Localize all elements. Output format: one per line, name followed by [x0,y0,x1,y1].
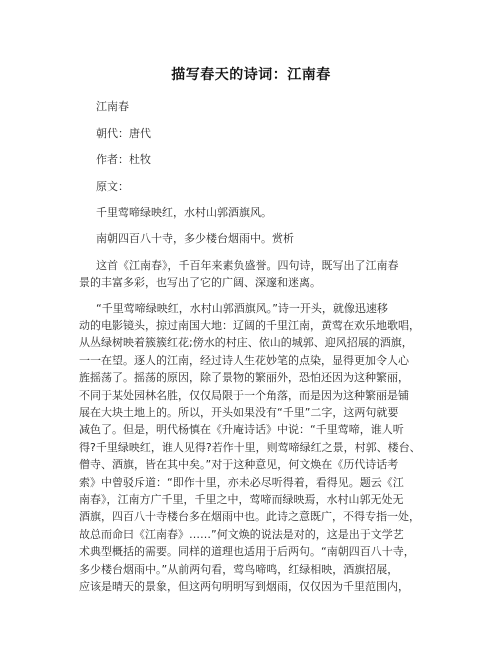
text-line: 千里莺啼绿映红，水村山郭酒旗风。 [96,206,272,219]
text-line: 旌摇荡了。摇荡的原因，除了景物的繁丽外，恐怕还因为这种繁丽， [79,371,409,384]
text-line: 这首《江南春》，千百年来素负盛誉。四句诗，既写出了江南春 [96,259,399,272]
text-line: 僧寺、酒旗，皆在其中矣。”对于这种意见，何文焕在《历代诗话考 [79,458,399,471]
text-line: 减色了。但是，明代杨慎在《升庵诗话》中说：“千里莺啼，谁人听 [79,423,404,436]
text-line: 索》中曾驳斥道：“即作十里，亦未必尽听得着，看得见。题云《江 [79,476,404,489]
text-line: 朝代：唐代 [96,127,151,140]
text-line: “千里莺啼绿映红，水村山郭酒旗风。”诗一开头，就像迅速移 [96,302,388,315]
text-line: 南朝四百八十寺，多少楼台烟雨中。赏析 [96,232,294,245]
text-line: 一一在望。逐人的江南，经过诗人生花妙笔的点染，显得更加令人心 [79,354,409,367]
text-line: 景的丰富多彩，也写出了它的广阔、深邃和迷离。 [79,276,321,289]
page-title: 描写春天的诗词：江南春 [171,67,331,83]
text-line: 得?千里绿映红，谁人见得?若作十里，则莺啼绿红之景，村郭、楼台、 [79,441,421,454]
text-line: 展在大块土地上的。所以，开头如果没有“千里”二字，这两句就要 [79,406,399,419]
text-line: 作者：杜牧 [96,153,151,166]
text-line: 酒旗，四百八十寺楼台多在烟雨中也。此诗之意既广，不得专指一处， [79,510,420,523]
text-line: 原文： [96,180,129,193]
text-line: 多少楼台烟雨中。”从前两句看，莺鸟啼鸣，红绿相映，酒旗招展， [79,563,399,576]
text-line: 术典型概括的需要。同样的道理也适用于后两句。“南朝四百八十寺， [79,545,415,558]
text-line: 南春》，江南方广千里，千里之中，莺啼而绿映焉，水村山郭无处无 [79,493,404,506]
text-line: 从丛绿树映着簇簇红花;傍水的村庄、依山的城郭、迎风招展的酒旗， [79,336,413,349]
text-line: 动的电影镜头，掠过南国大地：辽阔的千里江南，黄莺在欢乐地歌唱， [79,319,420,332]
text-line: 不同于某处园林名胜，仅仅局限于一个角落，而是因为这种繁丽是铺 [79,389,409,402]
text-line: 江南春 [96,100,129,113]
text-line: 故总而命曰《江南春》……”何文焕的说法是对的，这是出于文学艺 [79,528,404,541]
text-line: 应该是晴天的景象，但这两句明明写到烟雨，仅仅因为千里范围内， [79,580,409,593]
